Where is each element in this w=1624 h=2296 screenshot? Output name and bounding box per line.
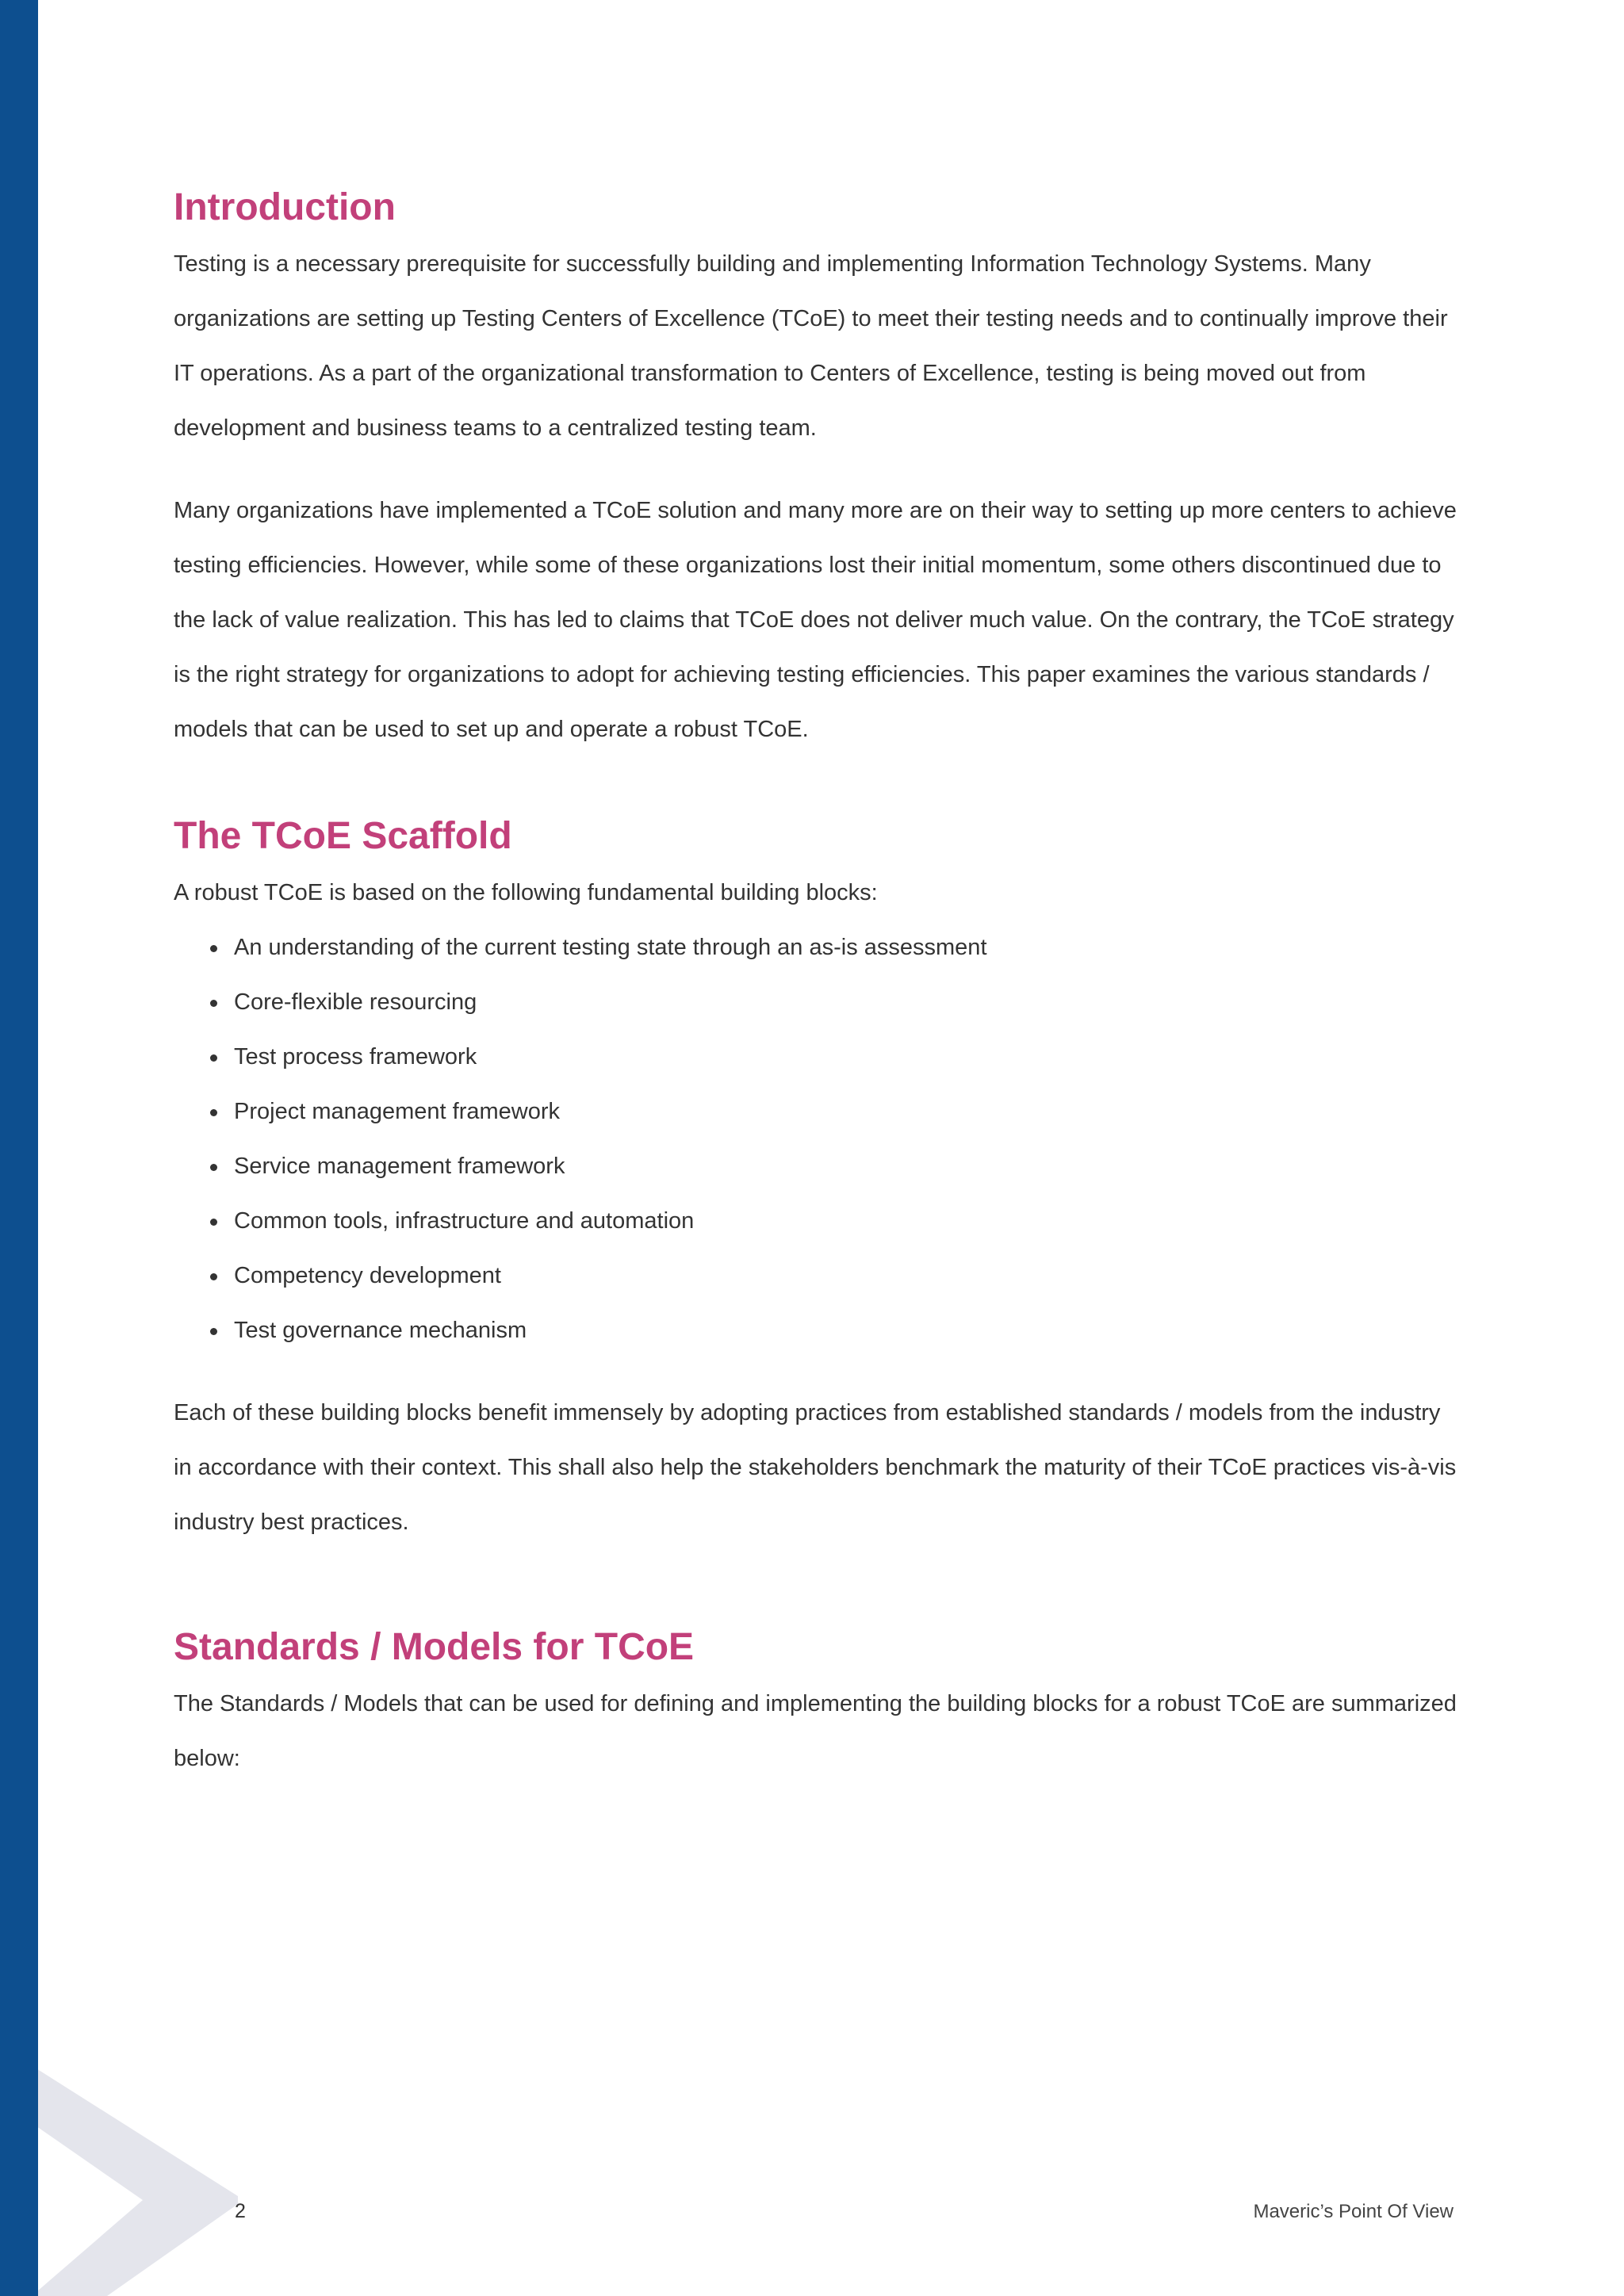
- chevron-decoration: [0, 2045, 238, 2296]
- bullet-icon: [210, 1000, 217, 1007]
- bullet-icon: [210, 1164, 217, 1171]
- side-accent-bar: [0, 0, 38, 2296]
- section-tcoe-scaffold: [174, 807, 1458, 1550]
- paragraph: Many organizations have implemented a TCoE solution and many more are on their way to setting up more centers to achieve testing efficiencies. However, while some of these organizations lost their initial momentum, some others discontinued due to the lack of value realization. This has led to claims that TCoE does not deliver much value. On the contrary, the TCoE strategy is the right strategy for organizations to adopt for achieving testing efficiencies. This paper examines the various standards / models that can be used to set up and operate a robust TCoE.: [174, 498, 1457, 742]
- bullet-icon: [210, 1328, 217, 1335]
- paragraph: A robust TCoE is based on the following fundamental building blocks:: [174, 880, 878, 905]
- list-item: Project management framework: [174, 1085, 1458, 1139]
- list-item: Service management framework: [174, 1139, 1458, 1194]
- bullet-icon: [210, 1273, 217, 1280]
- document-body: [174, 178, 1458, 1786]
- page-number: 2: [235, 2200, 246, 2222]
- bullet-icon: [210, 945, 217, 952]
- section-standards-models: [174, 1618, 1458, 1786]
- section-heading: Standards / Models for TCoE: [174, 1626, 695, 1668]
- bullet-icon: [210, 1109, 217, 1116]
- list-item: Competency development: [174, 1249, 1458, 1303]
- list-item: Core-flexible resourcing: [174, 975, 1458, 1030]
- building-blocks-list: [174, 920, 1458, 1358]
- list-item: An understanding of the current testing state through an as-is assessment: [174, 920, 1458, 975]
- paragraph: Each of these building blocks benefit immensely by adopting practices from established standards / models from the industry in accordance with their context. This shall also help the stakeholders benchmark the maturity of their TCoE practices vis-à-vis industry best practices.: [174, 1400, 1457, 1535]
- list-item: Test process framework: [174, 1030, 1458, 1085]
- section-heading: The TCoE Scaffold: [174, 815, 512, 857]
- paragraph: Testing is a necessary prerequisite for successfully building and implementing Information Technology Systems. Many organizations are setting up Testing Centers of Excellence (TCoE) to meet their testing needs and to continually improve their IT operations. As a part of the organizational transformation to Centers of Excellence, testing is being moved out from development and business teams to a centralized testing team.: [174, 251, 1448, 441]
- footer-title: Maveric’s Point Of View: [1253, 2201, 1454, 2222]
- list-item: Common tools, infrastructure and automation: [174, 1194, 1458, 1249]
- list-item: Test governance mechanism: [174, 1303, 1458, 1358]
- section-heading: Introduction: [174, 186, 396, 228]
- bullet-icon: [210, 1219, 217, 1226]
- bullet-icon: [210, 1054, 217, 1062]
- section-introduction: [174, 178, 1458, 757]
- paragraph: The Standards / Models that can be used for defining and implementing the building blocks for a robust TCoE are summarized below:: [174, 1691, 1457, 1771]
